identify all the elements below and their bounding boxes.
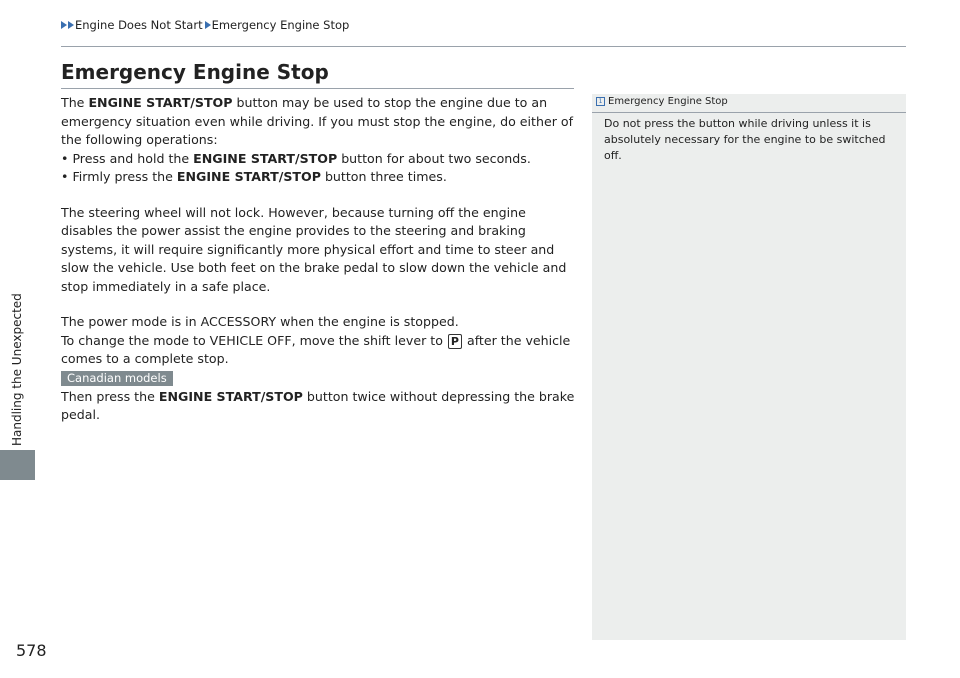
side-tab-label: Handling the Unexpected — [10, 293, 24, 447]
arrow-right-icon — [61, 21, 67, 29]
header-divider — [61, 46, 906, 47]
paragraph: Then press the ENGINE START/STOP button twice without depressing the brake pedal. — [61, 388, 575, 422]
breadcrumb-item[interactable]: Engine Does Not Start — [75, 18, 203, 32]
page-title: Emergency Engine Stop — [61, 60, 329, 84]
arrow-right-icon — [68, 21, 74, 29]
reference-icon: 1 — [596, 97, 605, 106]
breadcrumb-item[interactable]: Emergency Engine Stop — [211, 18, 350, 32]
notes-panel — [592, 94, 906, 640]
title-divider — [61, 88, 574, 89]
notes-header — [592, 96, 906, 107]
paragraph: To change the mode to VEHICLE OFF, move the shift lever to P after the vehicle comes to a complete stop. — [61, 332, 571, 366]
side-tab — [0, 0, 35, 678]
paragraph: The power mode is in ACCESSORY when the engine is stopped. — [61, 314, 459, 329]
shift-position-tag: P — [448, 334, 462, 349]
region-badge: Canadian models — [61, 371, 173, 386]
main-content — [61, 94, 581, 425]
paragraph: The ENGINE START/STOP button may be used to stop the engine due to an emergency situation even while driving. If you must stop the engine, do either of the following operations: — [61, 95, 574, 147]
paragraph: The steering wheel will not lock. However, because turning off the engine disables the power assist the engine provides to the steering and braking systems, it will require significantly more physical effort and time to steer and slow the vehicle. Use both feet on the brake pedal to slow down the vehicle and stop immediately in a safe place. — [61, 204, 567, 294]
arrow-right-icon — [205, 21, 211, 29]
notes-text: Do not press the button while driving unless it is absolutely necessary for the engine to be switched off. — [604, 117, 886, 162]
breadcrumb — [61, 18, 349, 32]
notes-title: Emergency Engine Stop — [608, 96, 728, 107]
bullet-item: • Press and hold the ENGINE START/STOP button for about two seconds. — [61, 150, 531, 166]
side-tab-marker — [0, 450, 35, 480]
notes-divider — [592, 112, 906, 113]
bullet-item: • Firmly press the ENGINE START/STOP button three times. — [61, 169, 447, 184]
page-number: 578 — [16, 641, 47, 660]
